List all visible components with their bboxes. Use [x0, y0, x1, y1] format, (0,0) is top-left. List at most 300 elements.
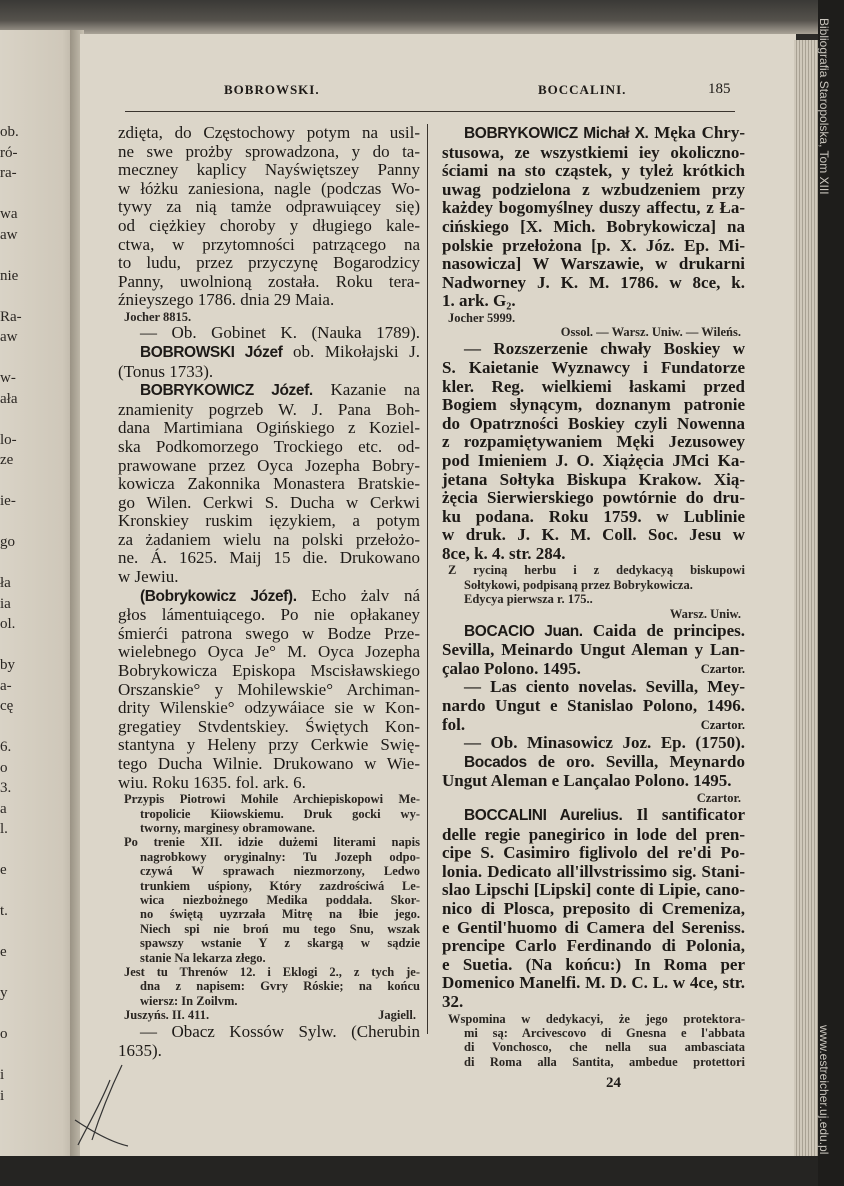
line-body: Il santificator [622, 805, 746, 825]
line-text [118, 291, 420, 310]
line-text [118, 143, 420, 162]
line-text [442, 508, 745, 527]
line-body: Jocher 8815. [124, 309, 192, 324]
line-body: de oro. Sevilla, Meynardo [526, 751, 745, 771]
line-body: fol. [442, 714, 466, 734]
line-text [140, 381, 420, 401]
entry-note [442, 563, 745, 606]
line-text [118, 236, 420, 255]
text-line [118, 236, 420, 255]
line-text [442, 489, 745, 508]
line-text [140, 907, 420, 921]
line-text [442, 237, 745, 256]
line-text [448, 1012, 745, 1026]
entry-paragraph [442, 622, 745, 679]
line-body: Sołtykowi, podpisaną przez Bobrykowicza. [464, 577, 693, 592]
text-line [118, 401, 420, 420]
line-text [464, 1040, 745, 1054]
line-body: nagrobkowy oryginalny: Tu Jozeph odpo- [140, 849, 420, 864]
line-text [442, 144, 745, 163]
left-page-fragment [0, 348, 30, 369]
line-text [464, 734, 745, 753]
line-text [442, 396, 745, 415]
text-line [118, 512, 420, 531]
line-text [140, 324, 420, 343]
line-body: wica niezbożnego Medika poddała. Skor- [140, 893, 420, 908]
text-line [442, 578, 745, 592]
line-text [140, 994, 420, 1008]
entry-headword: BOCCALINI Aurelius. [464, 807, 623, 825]
line-text [442, 255, 745, 274]
entry-paragraph [442, 753, 745, 791]
line-body: tego Ducha Wilnie. Drukowano w Wie- [118, 754, 420, 773]
line-body: di Roma alla Santita, ambedue protettori [464, 1054, 745, 1069]
left-page-fragment [0, 409, 30, 430]
collection-url: www.estreicher.uj.edu.pl [817, 1025, 831, 1155]
line-body: każdey bogomyślney duszy affectu, z Ła- [442, 198, 745, 218]
text-line [118, 568, 420, 587]
header-rule [125, 111, 735, 112]
left-page-fragment: ia [0, 595, 11, 612]
text-line [442, 255, 745, 274]
line-text [442, 863, 745, 882]
text-line [118, 124, 420, 143]
line-text [464, 578, 745, 592]
line-body: e Suetia. (Na końcu:) In Roma per [442, 954, 745, 974]
left-page-fragment: ró- [0, 144, 18, 161]
left-page-fragment: t. [0, 903, 8, 919]
entry-paragraph [118, 124, 420, 310]
handwritten-mark-icon [70, 1060, 130, 1150]
line-text [442, 415, 745, 434]
line-text [118, 180, 420, 199]
text-line [442, 678, 745, 697]
line-body: 1635). [118, 1040, 162, 1060]
line-body: w Jewiu. [118, 567, 179, 587]
line-text [442, 660, 691, 679]
text-line [118, 438, 420, 457]
line-body: Nadworney J. K. M. 1786. w 8ce, k. [442, 272, 745, 292]
line-body: Domenico Manelfi. M. D. C. L. w 4ce, str. [442, 973, 745, 993]
line-text [464, 678, 745, 697]
line-text [118, 198, 420, 217]
text-line [118, 850, 420, 864]
line-body: di Vonchosco, che nella sua ambasciata [464, 1040, 745, 1055]
holding-library: Jagiell. [378, 1008, 416, 1023]
text-line [118, 951, 420, 965]
line-body: cipe S. Casimiro figlivolo del re'di Po- [442, 843, 745, 863]
line-text [442, 218, 745, 237]
left-page-fragment: y [0, 985, 8, 1001]
line-text [442, 900, 745, 919]
line-text [140, 922, 420, 936]
line-text [118, 161, 420, 180]
text-line [442, 641, 745, 660]
text-line [118, 161, 420, 180]
left-page-fragment: wa [0, 206, 18, 222]
text-line [442, 881, 745, 900]
line-body: ściami na sto cząstek, y tyleż krótkich [442, 161, 745, 181]
text-line [118, 936, 420, 950]
text-line [442, 162, 745, 181]
holding-library: Czartor. [700, 717, 745, 732]
line-body: dna z napisem: Gvry Róskie; na końcu [140, 979, 420, 994]
entry-paragraph [118, 343, 420, 381]
line-text [442, 881, 745, 900]
left-page-fragment: by [0, 657, 15, 673]
text-line [442, 311, 745, 325]
text-line [442, 863, 745, 882]
line-body: Edycya pierwsza r. 175.. [464, 592, 593, 607]
left-page-fragment: o [0, 1026, 8, 1042]
line-body: meczney kaplicy Nayświętszey Panny [118, 160, 420, 180]
line-body: czywá W sprawach niezmorzony, Ledwo [140, 864, 420, 879]
entry-headword: (Bobrykowicz Józef). [140, 587, 297, 605]
text-line [442, 433, 745, 452]
text-line [118, 643, 420, 662]
left-page-fragment: ła [0, 575, 11, 591]
holding-library: Czartor. [700, 661, 745, 676]
text-line [118, 681, 420, 700]
line-body: Ungut Aleman e Lançalao Polono. 1495. [442, 771, 732, 791]
line-body: Sevilla, Meinardo Ungut Aleman y Lan- [442, 640, 745, 660]
text-line [442, 526, 745, 545]
text-line [118, 835, 420, 849]
line-body: ne swe prożby sprowadzona, y do ta- [118, 141, 420, 161]
line-text [118, 401, 420, 420]
text-line [442, 826, 745, 845]
line-body: zdięta, do Częstochowy potym na usil- [118, 123, 420, 142]
left-page-fragment: 6. [0, 739, 12, 755]
line-text [140, 821, 420, 835]
text-line [442, 359, 745, 378]
line-body: żęcia Sierwierskiego powtórnie do dru- [442, 488, 745, 508]
entry-paragraph [118, 1023, 420, 1060]
line-text [118, 625, 420, 644]
line-body: nardo Ungut e Stanislao Polono, 1496. [442, 696, 745, 716]
entry-paragraph [442, 340, 745, 563]
page-number: 185 [708, 81, 731, 97]
line-text [464, 1055, 745, 1069]
text-line [118, 343, 420, 363]
text-line [442, 660, 745, 679]
left-page-fragment [0, 184, 30, 205]
text-line [442, 199, 745, 218]
line-body: e Gentil'huomo di Camera del Sereniss. [442, 917, 745, 937]
left-page-fragment: ra- [0, 165, 17, 181]
line-text [118, 363, 420, 382]
line-text [118, 549, 420, 568]
line-text [118, 662, 420, 681]
line-text [140, 879, 420, 893]
left-page-fragment: aw [0, 226, 18, 243]
line-text [118, 254, 420, 273]
text-line [118, 324, 420, 343]
line-text [140, 951, 420, 965]
line-text [442, 162, 745, 181]
line-body: to ludu, przez przyczynę Bogarodzicy [118, 253, 420, 273]
line-text [464, 622, 745, 642]
line-body: — Rozszerzenie chwały Boskiey w [464, 339, 745, 359]
line-text [118, 419, 420, 438]
left-page-fragment: ob. [0, 124, 19, 140]
line-body: tworny, marginesy obramowane. [140, 821, 315, 835]
line-text [464, 1026, 745, 1040]
line-text [124, 835, 420, 849]
text-line [118, 625, 420, 644]
left-page-fragment [0, 840, 30, 861]
line-text [442, 844, 745, 863]
left-page-fragment [0, 245, 30, 266]
entry-headword: BOBRYKOWICZ Józef. [140, 382, 313, 400]
text-line [118, 994, 420, 1008]
text-line [118, 699, 420, 718]
line-text [442, 697, 745, 716]
left-page-fragment: cę [0, 698, 14, 714]
text-line [118, 606, 420, 625]
line-body: ku podana. Roku 1759. w Lublinie [442, 506, 745, 526]
line-body: w łóżku zaniesiona, nagle (podczas Wo- [118, 178, 420, 198]
line-body: no świętą uyzrzała Mitrę na łbie jego. [140, 907, 420, 922]
line-body: Bogiem słynącym, doznanym patronie [442, 395, 745, 415]
text-line [442, 340, 745, 359]
text-line [118, 180, 420, 199]
line-body: Caida de principes. [582, 620, 745, 640]
text-line [442, 1055, 745, 1069]
left-page-fragment: o [0, 759, 8, 776]
text-line [442, 772, 745, 791]
left-page-text-fragments [0, 122, 30, 1106]
line-text [442, 292, 745, 311]
line-body: Kronskiey ruskim ięzykiem, a potym [118, 511, 420, 531]
line-body: Kazanie na [312, 380, 420, 400]
text-line [442, 218, 745, 237]
text-line [118, 254, 420, 273]
line-body: Jest tu Threnów 12. i Eklogi 2., z tych je- [124, 965, 420, 980]
line-body: stantyna y Heleny przy Cerkwie Swię- [118, 735, 420, 755]
line-body: ne. Á. 1625. Maij 15 die. Drukowano [118, 548, 420, 568]
holding-library: Warsz. Uniw. [669, 606, 741, 621]
line-body: mi są: Arcivescovo di Gnesna e l'abbata [464, 1025, 745, 1040]
left-page-fragment: a [0, 800, 7, 817]
line-text [118, 273, 420, 292]
line-text [442, 974, 745, 993]
line-text [448, 311, 745, 325]
entry-headword: BOCACIO Juan. [464, 622, 583, 640]
line-body: do Opatrzności Boskiey czyli Nowenna [442, 413, 745, 433]
left-page-fragment: lo- [0, 431, 17, 448]
line-body: 32. [442, 991, 464, 1011]
text-line [442, 508, 745, 527]
line-text [118, 568, 420, 587]
text-line [118, 143, 420, 162]
text-line [442, 452, 745, 471]
line-body: — Obacz Kossów Sylw. (Cherubin [140, 1022, 420, 1042]
text-line [442, 1012, 745, 1026]
left-page-fragment: i [0, 1067, 5, 1083]
line-body: lonia. Dedicato all'illvstrissimo sig. Stani- [442, 861, 745, 881]
line-text [442, 359, 745, 378]
line-body: nico di Plosca, preposito di Cremeniza, [442, 899, 745, 918]
line-body: gregatiey Stvdentskiey. Świętych Kon- [118, 716, 420, 736]
left-page-fragment [0, 471, 30, 492]
line-text [448, 563, 745, 577]
left-page-fragment [0, 1004, 30, 1025]
line-text [442, 716, 691, 735]
text-line [118, 979, 420, 993]
line-body: cińskiego [X. Mich. Bobrykowicza] na [442, 216, 745, 236]
left-page-fragment: go [0, 534, 15, 550]
line-text [118, 217, 420, 236]
line-text [118, 718, 420, 737]
text-line [442, 1040, 745, 1054]
text-line [118, 217, 420, 236]
entry-paragraph [442, 806, 745, 1012]
text-line [442, 124, 745, 144]
line-body: çalao Polono. 1495. [442, 658, 581, 678]
left-page-fragment: Ra- [0, 308, 22, 325]
text-line [118, 475, 420, 494]
left-page-fragment [0, 512, 30, 533]
text-line [118, 718, 420, 737]
text-line [442, 396, 745, 415]
line-text [442, 937, 745, 956]
text-line [442, 471, 745, 490]
signature-mark: 24 [606, 1075, 621, 1092]
bottom-edge [0, 1156, 844, 1186]
text-line [118, 807, 420, 821]
line-body: — Ob. Minasowicz Joz. Ep. (1750). [464, 733, 745, 753]
entry-note [118, 792, 420, 835]
entry-note [442, 1012, 745, 1070]
text-line [442, 734, 745, 753]
line-body: wiu. Roku 1635. fol. ark. 6. [118, 772, 306, 792]
text-line [442, 716, 745, 735]
entry-paragraph [442, 124, 745, 311]
line-body: od ciężkiey choroby y długiego kale- [118, 215, 420, 235]
line-body: kowicza Zakonnika Monastera Bratskie- [118, 474, 420, 494]
entry-note [118, 835, 420, 965]
text-line [118, 531, 420, 550]
text-line [442, 237, 745, 256]
left-page-fragment [0, 286, 30, 307]
left-page-fragment: ie- [0, 493, 16, 509]
left-page-edge [0, 30, 78, 1156]
holding-line [118, 1008, 420, 1023]
line-text [442, 641, 745, 660]
left-page-fragment: e [0, 944, 7, 960]
text-line [442, 1026, 745, 1040]
text-line [118, 893, 420, 907]
line-body: (Tonus 1733). [118, 361, 214, 381]
line-body: ob. Mikołajski J. [282, 341, 420, 361]
entry-paragraph [118, 587, 420, 793]
line-body: stanie Na lekarza złego. [140, 950, 266, 965]
text-line [118, 736, 420, 755]
line-body: wielebnego Oyca Je° M. Oyca Jozepha [118, 642, 420, 662]
line-body: śmierći patrona swego w Bodze Prze- [118, 623, 420, 643]
line-text [140, 807, 420, 821]
text-line [442, 806, 745, 826]
text-line [442, 592, 745, 606]
text-line [118, 419, 420, 438]
text-line [118, 755, 420, 774]
left-page-fragment [0, 1045, 30, 1066]
line-text [442, 526, 745, 545]
text-line [118, 381, 420, 401]
line-text [442, 993, 745, 1012]
line-text [442, 956, 745, 975]
book-top-edge [0, 0, 844, 34]
text-line [118, 310, 420, 324]
line-body: pod Imieniem J. O. Xiążęcia JMci Ka- [442, 450, 745, 470]
text-line [442, 274, 745, 293]
left-page-fragment [0, 635, 30, 656]
line-body: kler. Reg. wielkiemi łaskami przed [442, 376, 745, 396]
line-body: z rozpamiętywaniem Męki Jezusowey [442, 432, 745, 452]
text-line [118, 879, 420, 893]
text-line [118, 662, 420, 681]
text-line [442, 900, 745, 919]
line-body: w druk. J. K. M. Coll. Soc. Jesu w [442, 525, 745, 545]
line-text [118, 457, 420, 476]
line-text [118, 755, 420, 774]
text-line [118, 774, 420, 793]
right-column [432, 124, 745, 1092]
line-body: prawowane przez Oyca Jozepha Bobry- [118, 455, 420, 475]
left-page-fragment: w- [0, 370, 16, 386]
line-body: Jocher 5999. [448, 310, 516, 325]
text-line [442, 545, 745, 564]
text-line [118, 587, 420, 607]
line-body: Po trenie XII. idzie dużemi literami napis [124, 835, 420, 850]
line-body: Orszanskie° y Mohilewskie° Archiman- [118, 679, 420, 699]
entry-paragraph [442, 678, 745, 734]
text-line [442, 937, 745, 956]
line-text [118, 681, 420, 700]
line-body: prencipe Carlo Ferdinando di Polonia, [442, 936, 745, 956]
line-body: Wspomina w dedykacyi, że jego protektora- [448, 1011, 745, 1026]
line-text [118, 606, 420, 625]
text-line [118, 198, 420, 217]
text-line [442, 181, 745, 200]
line-body: — Ob. Gobinet K. (Nauka 1789). [140, 323, 420, 343]
left-page-fragment: e [0, 862, 7, 878]
line-body: ska Podkomorzego Trockiego etc. od- [118, 436, 420, 456]
line-body: głos lámentuiącego. Po nie opłakaney [118, 605, 420, 625]
line-text [124, 310, 420, 324]
left-column [118, 124, 420, 1060]
line-text [118, 643, 420, 662]
line-text [140, 343, 420, 363]
line-body: nasowicza] W Warszawie, w drukarni [442, 254, 745, 274]
line-text [118, 512, 420, 531]
line-text [442, 433, 745, 452]
line-body: S. Kaietanie Wyznawcy i Fundatorze [442, 357, 745, 377]
line-text [140, 850, 420, 864]
line-body: tywy za nią tamże odprawuiącey się) [118, 197, 420, 217]
text-line [442, 697, 745, 716]
entry-headword: Bocados [464, 753, 527, 771]
line-body: Panny, uwolnioną została. Roku tera- [118, 271, 420, 291]
line-body: Niech spi nie broń mu tego Snu, wszak [140, 921, 420, 936]
line-text [118, 475, 420, 494]
entry-headword: BOBRYKOWICZ Michał X. [464, 125, 649, 142]
line-body: uwag podzielona z wzbudzeniem przy [442, 179, 745, 199]
entry-note [442, 311, 745, 325]
running-head-right: BOCCALINI. [538, 82, 627, 97]
text-line [442, 974, 745, 993]
